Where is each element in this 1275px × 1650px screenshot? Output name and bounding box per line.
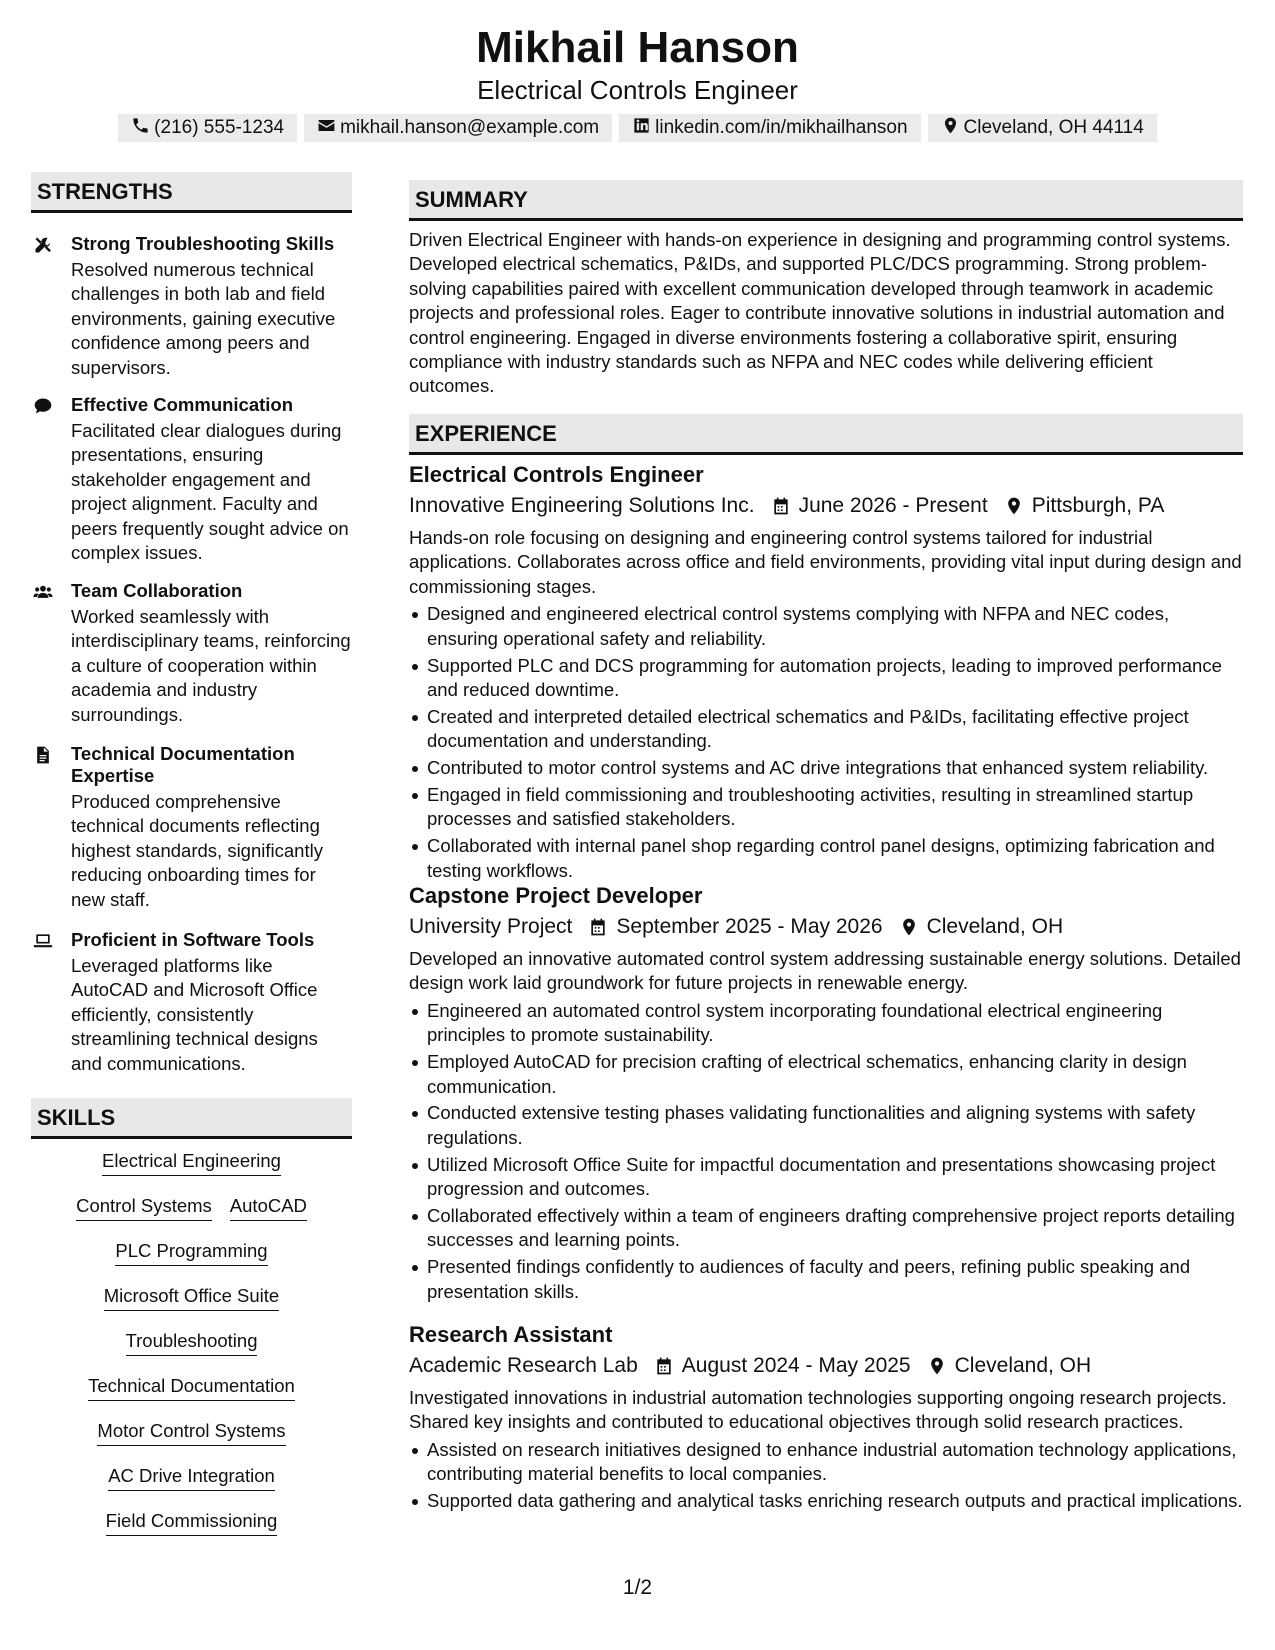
linkedin-icon: [632, 116, 651, 141]
job-bullets: [409, 999, 1243, 1304]
skill-row: [31, 1463, 352, 1508]
job-bullet: Engaged in field commissioning and troubleshooting activities, resulting in streamlined startup processes and satisfied stakeholders.: [409, 783, 1243, 832]
strengths-heading: STRENGTHS: [31, 172, 352, 213]
experience-heading: EXPERIENCE: [409, 414, 1243, 455]
job-entry: [409, 1321, 1243, 1516]
job-bullet: Presented findings confidently to audiences of faculty and peers, refining public speaking and presentation skills.: [409, 1255, 1243, 1304]
job-bullet: Contributed to motor control systems and AC drive integrations that enhanced system reliability.: [409, 756, 1243, 780]
map-pin-icon: [899, 917, 919, 937]
contact-phone-text: (216) 555-1234: [154, 117, 285, 138]
strength-title: Team Collaboration: [71, 580, 243, 601]
strength-item: [31, 580, 352, 727]
tools-icon: [33, 235, 53, 255]
job-bullet: Supported PLC and DCS programming for automation projects, leading to improved performance and reduced downtime.: [409, 654, 1243, 703]
contact-email-text: mikhail.hanson@example.com: [340, 117, 600, 138]
strength-title: Effective Communication: [71, 394, 294, 415]
job-bullet: Utilized Microsoft Office Suite for impactful documentation and presentations showcasing project progression and outcomes.: [409, 1153, 1243, 1202]
job-entry: [409, 461, 1243, 886]
skill-tag: PLC Programming: [115, 1238, 267, 1266]
skill-row: [31, 1373, 352, 1418]
job-description: Investigated innovations in industrial automation technologies supporting ongoing research projects. Shared key insights and contributed to educational objectives through solid research practices.: [409, 1387, 1227, 1433]
strength-title: Technical Documentation Expertise: [71, 743, 295, 786]
strength-title: Strong Troubleshooting Skills: [71, 233, 335, 254]
map-pin-icon: [1004, 496, 1024, 516]
job-title: Capstone Project Developer: [409, 883, 703, 908]
skill-row: [31, 1238, 352, 1283]
contact-location: [928, 114, 1157, 142]
job-bullets: [409, 1438, 1243, 1514]
job-company: Academic Research Lab: [409, 1354, 638, 1377]
job-description: Hands-on role focusing on designing and engineering control systems tailored for industrial applications. Collaborates across office and field environments, providing vital input during design and commissioning stages.: [409, 527, 1242, 597]
contact-linkedin-text: linkedin.com/in/mikhailhanson: [655, 117, 908, 138]
envelope-icon: [317, 116, 336, 141]
job-bullet: Engineered an automated control system incorporating foundational electrical engineering principles to promote sustainability.: [409, 999, 1243, 1048]
skill-row: [31, 1328, 352, 1373]
job-bullet: Supported data gathering and analytical tasks enriching research outputs and practical implications.: [409, 1489, 1243, 1513]
skill-row: [31, 1418, 352, 1463]
summary-section: [409, 228, 1243, 399]
summary-text: Driven Electrical Engineer with hands-on experience in designing and programming control systems. Developed electrical schematics, P&IDs, and supported PLC/DCS programming. Strong problem-solving capabilities paired with excellent communication developed through teamwork in academic projects and professional roles. Eager to contribute innovative solutions in industrial automation and control engineering. Engaged in diverse environments fostering a collaborative spirit, ensuring compliance with industry standards such as NFPA and NEC codes while delivering efficient outcomes.: [409, 229, 1231, 397]
map-pin-icon: [941, 116, 960, 141]
contact-location-text: Cleveland, OH 44114: [963, 117, 1144, 138]
skill-row: [31, 1193, 352, 1238]
strength-item: [31, 394, 352, 565]
calendar-icon: [588, 917, 608, 937]
job-meta: [409, 492, 1243, 520]
job-dates: August 2024 - May 2025: [681, 1354, 911, 1377]
job-bullet: Created and interpreted detailed electrical schematics and P&IDs, facilitating effective project documentation and understanding.: [409, 705, 1243, 754]
skill-tag: Field Commissioning: [106, 1508, 278, 1536]
skill-tag: AC Drive Integration: [108, 1463, 275, 1491]
skill-tag: Motor Control Systems: [97, 1418, 285, 1446]
skill-tag: Troubleshooting: [126, 1328, 258, 1356]
skill-tag: AutoCAD: [230, 1193, 307, 1221]
job-entry: [409, 882, 1243, 1307]
laptop-icon: [33, 931, 53, 951]
job-description: Developed an innovative automated control system addressing sustainable energy solutions. Detailed design work laid groundwork for future projects in renewable energy.: [409, 948, 1241, 994]
strength-desc: Produced comprehensive technical documents reflecting highest standards, significantly reducing onboarding times for new staff.: [71, 791, 323, 910]
job-bullet: Collaborated effectively within a team of engineers drafting comprehensive project reports detailing successes and learning points.: [409, 1204, 1243, 1253]
job-location: Cleveland, OH: [926, 915, 1064, 938]
skill-row: [31, 1508, 352, 1553]
contact-bar: [0, 114, 1275, 142]
job-company: Innovative Engineering Solutions Inc.: [409, 494, 755, 517]
job-bullet: Conducted extensive testing phases validating functionalities and aligning systems with safety regulations.: [409, 1101, 1243, 1150]
speech-bubble-icon: [33, 396, 53, 416]
strength-desc: Worked seamlessly with interdisciplinary teams, reinforcing a culture of cooperation within academia and industry surroundings.: [71, 606, 351, 725]
skill-row: [31, 1148, 352, 1193]
calendar-icon: [654, 1356, 674, 1376]
map-pin-icon: [927, 1356, 947, 1376]
job-meta: [409, 913, 1243, 941]
document-icon: [33, 745, 53, 765]
page-number: 1/2: [622, 1576, 653, 1599]
job-bullets: [409, 602, 1243, 883]
skill-tag: Electrical Engineering: [102, 1148, 281, 1176]
job-dates: June 2026 - Present: [798, 494, 988, 517]
phone-icon: [131, 116, 150, 141]
job-bullet: Collaborated with internal panel shop regarding control panel designs, optimizing fabrication and testing workflows.: [409, 834, 1243, 883]
contact-linkedin[interactable]: [619, 114, 920, 142]
strength-desc: Leveraged platforms like AutoCAD and Microsoft Office efficiently, consistently streamlining technical designs and communications.: [71, 955, 318, 1074]
job-location: Pittsburgh, PA: [1031, 494, 1165, 517]
skills-heading: SKILLS: [31, 1098, 352, 1139]
candidate-title: Electrical Controls Engineer: [477, 75, 798, 105]
job-bullet: Designed and engineered electrical control systems complying with NFPA and NEC codes, ensuring operational safety and reliability.: [409, 602, 1243, 651]
strength-item: [31, 929, 352, 1076]
contact-email[interactable]: [304, 114, 612, 142]
strength-desc: Facilitated clear dialogues during presentations, ensuring stakeholder engagement and project alignment. Faculty and peers frequently sought advice on complex issues.: [71, 420, 349, 564]
job-bullet: Assisted on research initiatives designed to enhance industrial automation technology applications, contributing material benefits to local companies.: [409, 1438, 1243, 1487]
contact-phone[interactable]: [118, 114, 297, 142]
job-meta: [409, 1352, 1243, 1380]
job-title: Electrical Controls Engineer: [409, 462, 704, 487]
strength-desc: Resolved numerous technical challenges in both lab and field environments, gaining executive confidence among peers and supervisors.: [71, 259, 336, 378]
skill-tag: Microsoft Office Suite: [104, 1283, 279, 1311]
job-company: University Project: [409, 915, 573, 938]
strength-item: [31, 233, 352, 380]
job-bullet: Employed AutoCAD for precision crafting of electrical schematics, enhancing clarity in design communication.: [409, 1050, 1243, 1099]
calendar-icon: [771, 496, 791, 516]
job-dates: September 2025 - May 2026: [616, 915, 883, 938]
strength-item: [31, 743, 352, 912]
skills-list: [31, 1148, 352, 1553]
candidate-name: Mikhail Hanson: [476, 23, 799, 72]
skill-tag: Control Systems: [76, 1193, 212, 1221]
users-icon: [33, 582, 53, 602]
skill-row: [31, 1283, 352, 1328]
job-location: Cleveland, OH: [954, 1354, 1092, 1377]
job-title: Research Assistant: [409, 1322, 613, 1347]
skill-tag: Technical Documentation: [88, 1373, 295, 1401]
summary-heading: SUMMARY: [409, 180, 1243, 221]
strength-title: Proficient in Software Tools: [71, 929, 315, 950]
